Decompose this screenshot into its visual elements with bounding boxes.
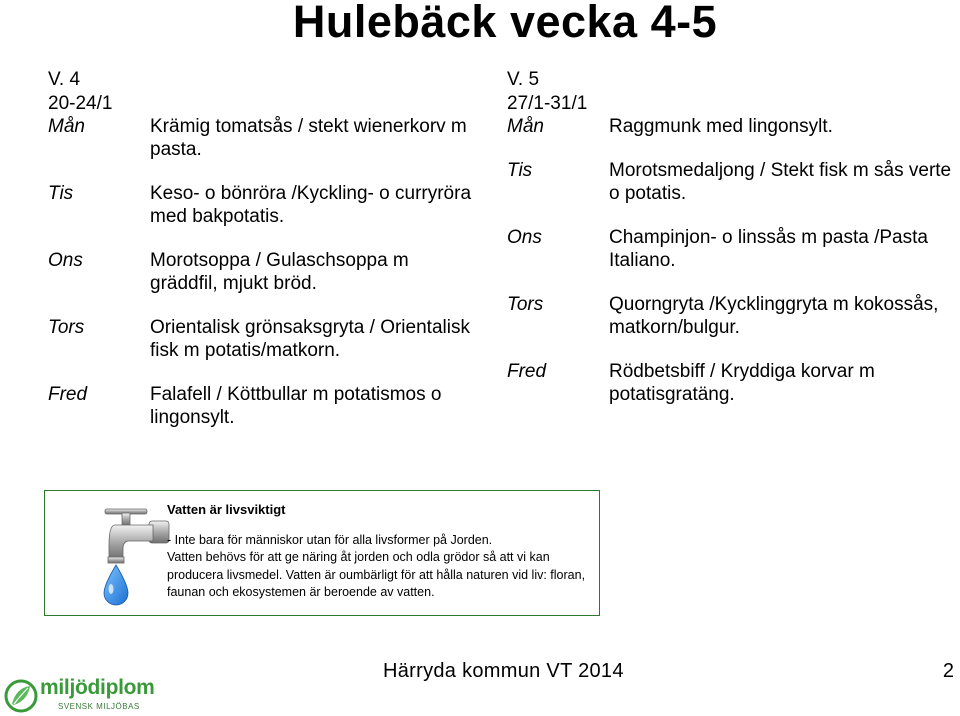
day-name: Tis	[507, 160, 533, 181]
day-name: Fred	[507, 361, 547, 382]
dish-text: Falafell / Köttbullar m potatismos o lingonsylt.	[150, 384, 442, 428]
dish-text: Krämig tomatsås / stekt wienerkorv m pasta.	[150, 116, 467, 160]
day-name: Tis	[48, 183, 74, 204]
footer-text: Härryda kommun VT 2014	[383, 660, 624, 682]
week-dates: 20-24/1	[48, 93, 113, 114]
menu-row	[48, 383, 478, 429]
menu-row	[507, 360, 957, 406]
week-label: V. 4	[48, 69, 81, 90]
menu-row	[48, 316, 478, 362]
menu-row	[48, 249, 478, 295]
dish-text: Keso- o bönröra /Kyckling- o curryröra med bakpotatis.	[150, 183, 472, 227]
day-name: Ons	[48, 250, 83, 271]
dish-text: Champinjon- o linssås m pasta /Pasta Italiano.	[609, 227, 928, 271]
day-name: Tors	[48, 317, 85, 338]
menu-row	[507, 159, 957, 205]
dish-text: Morotsmedaljong / Stekt fisk m sås verte o potatis.	[609, 160, 952, 204]
menu-row	[507, 293, 957, 339]
page-title: Hulebäck vecka 4-5	[292, 0, 718, 47]
day-name: Fred	[48, 384, 88, 405]
water-info-heading: Vatten är livsviktigt	[167, 502, 286, 517]
menu-row	[48, 115, 478, 161]
menu-row	[507, 226, 957, 272]
dish-text: Orientalisk grönsaksgryta / Orientalisk fisk m potatis/matkorn.	[150, 317, 470, 361]
water-tap-icon	[95, 501, 173, 613]
day-name: Ons	[507, 227, 542, 248]
menu-row	[48, 182, 478, 228]
leaf-logo-icon	[4, 678, 38, 716]
logo-subtitle: SVENSK MILJÖBAS	[58, 702, 140, 711]
dish-text: Raggmunk med lingonsylt.	[609, 116, 833, 137]
dish-text: Quorngryta /Kycklinggryta m kokossås, matkorn/bulgur.	[609, 294, 939, 338]
day-name: Tors	[507, 294, 544, 315]
miljodiplom-logo	[4, 676, 174, 716]
dish-text: Morotsoppa / Gulaschsoppa m gräddfil, mjukt bröd.	[150, 250, 409, 294]
dish-text: Rödbetsbiff / Kryddiga korvar m potatisgratäng.	[609, 361, 875, 405]
water-info-paragraph: Vatten behövs för att ge näring åt jorden och odla grödor så att vi kan producera livsmedel. Vatten är oumbärligt för att hålla naturen vid liv: floran, faunan och ekosystemen är beroende av vatten.	[167, 550, 586, 599]
day-name: Mån	[507, 116, 544, 137]
water-info-box	[44, 490, 600, 616]
week-4-menu	[48, 68, 478, 450]
water-info-line: - Inte bara för människor utan för alla livsformer på Jorden.	[167, 532, 493, 547]
week-5-menu	[507, 68, 957, 427]
day-name: Mån	[48, 116, 85, 137]
week-label: V. 5	[507, 69, 540, 90]
page-number: 2	[942, 660, 954, 682]
water-info-text	[167, 501, 593, 602]
week-dates: 27/1-31/1	[507, 93, 588, 114]
logo-name: miljödiplom	[40, 676, 155, 699]
menu-row	[507, 115, 957, 138]
